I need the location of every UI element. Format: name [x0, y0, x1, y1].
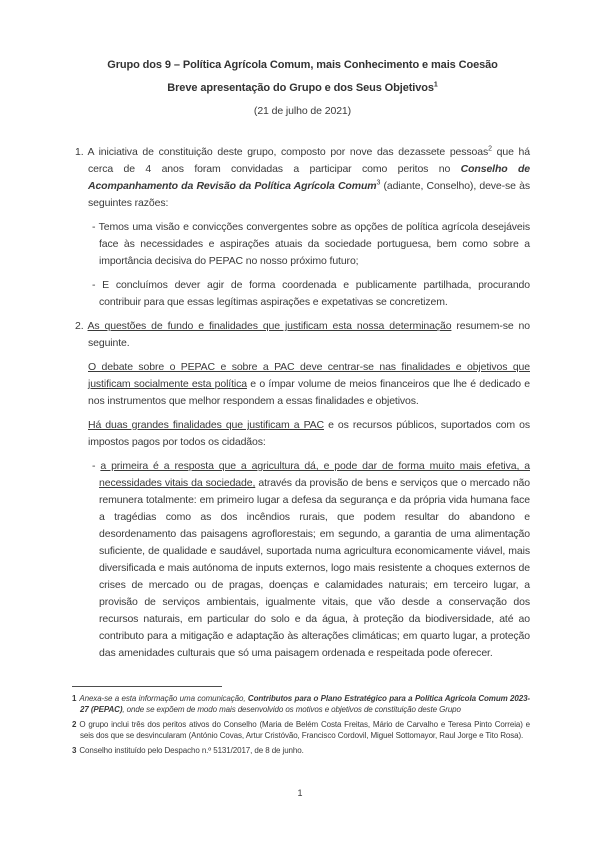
footnotes-section: [72, 686, 530, 760]
footnote-2: [72, 719, 530, 741]
footnote-text: O grupo inclui três dos peritos ativos do Conselho (Maria de Belém Costa Freitas, Mário de Carvalho e Teresa Pinto Correia) e seis dos que se desvincularam (António Covas, Artur Cristóvão, Francisco Cordovil, Miguel Sottomayor, Raul Jorge e Tito Rosa).: [79, 720, 530, 740]
footnote-marker: 1: [72, 694, 77, 703]
item-text: A iniciativa de constituição deste grupo, composto por nove das dezassete pessoas$^2$ que há cerca de 4 anos foram convidadas a participar como peritos no Conselho de Acompanhamento da Revisão da Política Agrícola Comum$^3$ (adiante, Conselho), deve-se às seguintes razões:: [87, 145, 531, 209]
page-number: 1: [297, 788, 303, 798]
paragraph-finalidades: Há duas grandes finalidades que justificam a PAC e os recursos públicos, suportados com os impostos pagos por todos os cidadãos:: [88, 419, 530, 448]
footnote-text: Anexa-se a esta informação uma comunicação, Contributos para o Plano Estratégico para a Política Agrícola Comum 2023-27 (PEPAC), onde se expõem de modo mais desenvolvido os motivos e objetivos de constituição deste Grupo: [79, 694, 530, 714]
bullet-temos: - Temos uma visão e convicções convergentes sobre as opções de política agrícola desejáveis face às necessidades e aspirações atuais da sociedade portuguesa, bem como sobre a importância decisiva do PEPAC no nosso próximo futuro;: [92, 221, 530, 267]
bullet-primeira: - a primeira é a resposta que a agricultura dá, e pode dar de forma muito mais efetiva, a necessidades vitais da sociedade, através da provisão de bens e serviços que o mercado não remunera totalmente: em primeiro lugar a defesa da segurança e da própria vida humana face a tragédias como as dos incêndios rurais, que podem resultar do abandono e desordenamento das paisagens agroflorestais; em segundo, a garantia de uma alimentação suficiente, de qualidade e saudável, suportada numa agricultura economicamente viável, mais diversificada e mais autónoma de inputs externos, logo mais resistente a choques externos de crises de mercado ou de pragas, doenças e calamidades naturais; em terceiro lugar, a provisão de serviços ambientais, igualmente vitais, que vão desde a conservação dos recursos naturais, em particular do solo e da água, à proteção da biodiversidade, até ao contributo para a mitigação e adaptação às alterações climáticas; em quarto lugar, a proteção das amenidades culturais que só uma paisagem ordenada e respeitada pode oferecer.: [92, 460, 530, 659]
footnote-text: Conselho instituído pelo Despacho n.º 5131/2017, de 8 de junho.: [79, 746, 304, 755]
paragraph-debate: O debate sobre o PEPAC e sobre a PAC deve centrar-se nas finalidades e objetivos que justificam socialmente esta política e o ímpar volume de meios financeiros que lhe é dedicado e nos instrumentos que melhor respondem a essas finalidades e objetivos.: [88, 361, 530, 407]
bullet-concluimos: - E concluímos dever agir de forma coordenada e publicamente partilhada, procurando contribuir para que essas legítimas aspirações e expetativas se concretizem.: [92, 279, 530, 308]
footnote-marker: 3: [72, 746, 77, 755]
footnote-1: [72, 693, 530, 715]
document-date: (21 de julho de 2021): [253, 105, 352, 117]
document-body: [75, 144, 530, 662]
footnote-marker: 2: [72, 720, 77, 729]
item-number: 1.: [75, 146, 84, 158]
document-title: Grupo dos 9 – Política Agrícola Comum, mais Conhecimento e mais Coesão: [107, 59, 498, 71]
item-text: As questões de fundo e finalidades que justificam esta nossa determinação resumem-se no seguinte.: [87, 320, 530, 349]
numbered-item-1: [75, 144, 530, 212]
footnote-3: [72, 745, 530, 756]
document-subtitle: Breve apresentação do Grupo e dos Seus Objetivos$^1$: [167, 81, 438, 94]
item-number: 2.: [75, 320, 84, 332]
footnote-separator: [72, 686, 222, 687]
document-header: [75, 54, 530, 123]
numbered-item-2: [75, 318, 530, 352]
